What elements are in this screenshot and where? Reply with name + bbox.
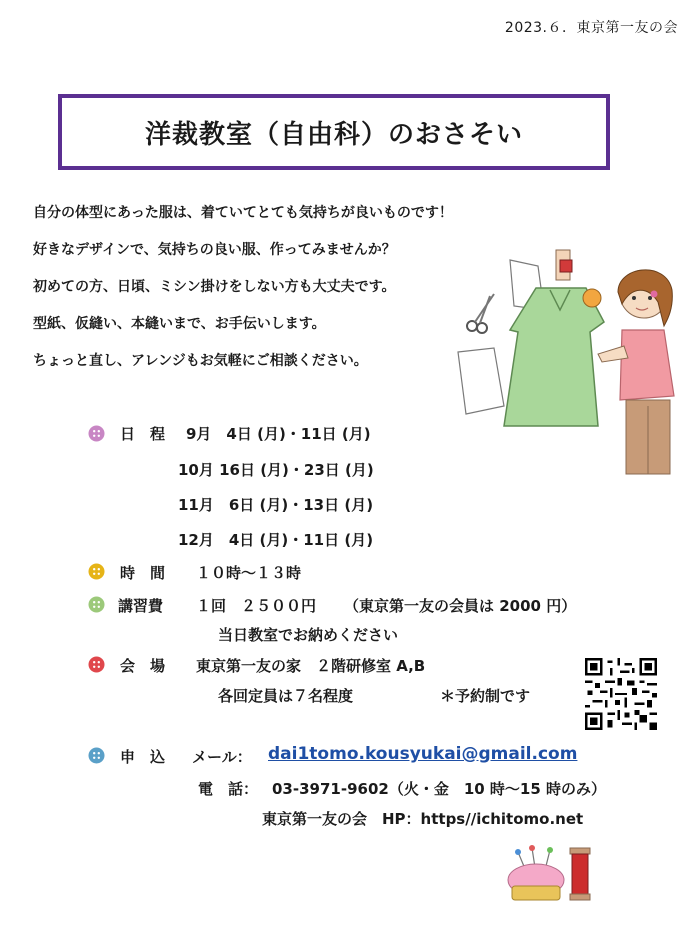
schedule-date: 9月 4日 (月)・11日 (月) bbox=[186, 425, 371, 443]
intro-line: ちょっと直し、アレンジもお気軽にご相談ください。 bbox=[33, 353, 368, 369]
email-link[interactable]: dai1tomo.kousyukai@gmail.com bbox=[268, 744, 578, 764]
title-box bbox=[58, 94, 610, 170]
intro-line: 初めての方、日頃、ミシン掛けをしない方も大丈夫です。 bbox=[33, 279, 396, 295]
venue-label: 会 場 bbox=[120, 657, 166, 675]
qr-code-icon[interactable] bbox=[585, 658, 657, 730]
intro-line: 好きなデザインで、気持ちの良い服、作ってみませんか？ bbox=[33, 242, 396, 258]
intro-line: 型紙、仮縫い、本縫いまで、お手伝いします。 bbox=[33, 316, 326, 332]
button-bullet-icon bbox=[88, 563, 105, 580]
pincushion-spool-icon bbox=[500, 842, 602, 906]
fee-note: 当日教室でお納めください bbox=[218, 626, 399, 644]
intro-text bbox=[33, 203, 453, 388]
fee-member-note: （東京第一友の会員は 2000 円） bbox=[344, 597, 577, 615]
page-title: 洋裁教室（自由科）のおさそい bbox=[144, 119, 523, 150]
time-label: 時 間 bbox=[120, 564, 166, 582]
venue-capacity: 各回定員は７名程度 bbox=[218, 687, 354, 705]
venue-reservation: ＊予約制です bbox=[440, 687, 531, 705]
sewing-illustration bbox=[452, 246, 684, 480]
venue-value: 東京第一友の家 ２階研修室 A,B bbox=[196, 657, 426, 675]
button-bullet-icon bbox=[88, 425, 105, 442]
schedule-date: 11月 6日 (月)・13日 (月) bbox=[178, 496, 374, 514]
header-date: 2023.６．東京第一友の会 bbox=[504, 20, 678, 36]
apply-mail-label: メール： bbox=[192, 748, 252, 766]
fee-label: 講習費 bbox=[118, 597, 164, 615]
button-bullet-icon bbox=[88, 747, 105, 764]
apply-label: 申 込 bbox=[120, 748, 166, 766]
fee-value: １回 ２５００円 bbox=[196, 597, 317, 615]
time-value: １０時～１３時 bbox=[196, 564, 302, 582]
intro-line: 自分の体型にあった服は、着ていてとても気持ちが良いものです！ bbox=[33, 205, 453, 221]
schedule-date: 12月 4日 (月)・11日 (月) bbox=[178, 531, 374, 549]
button-bullet-icon bbox=[88, 656, 105, 673]
scissors-icon bbox=[467, 294, 494, 333]
homepage-text[interactable]: 東京第一友の会 HP：https//ichitomo.net bbox=[262, 810, 584, 828]
schedule-date: 10月 16日 (月)・23日 (月) bbox=[178, 461, 374, 479]
schedule-label: 日 程 bbox=[120, 425, 166, 443]
apply-tel-label: 電 話： bbox=[198, 780, 259, 798]
apply-tel: 03-3971-9602（火・金 10 時～15 時のみ） bbox=[272, 780, 607, 798]
button-bullet-icon bbox=[88, 596, 105, 613]
